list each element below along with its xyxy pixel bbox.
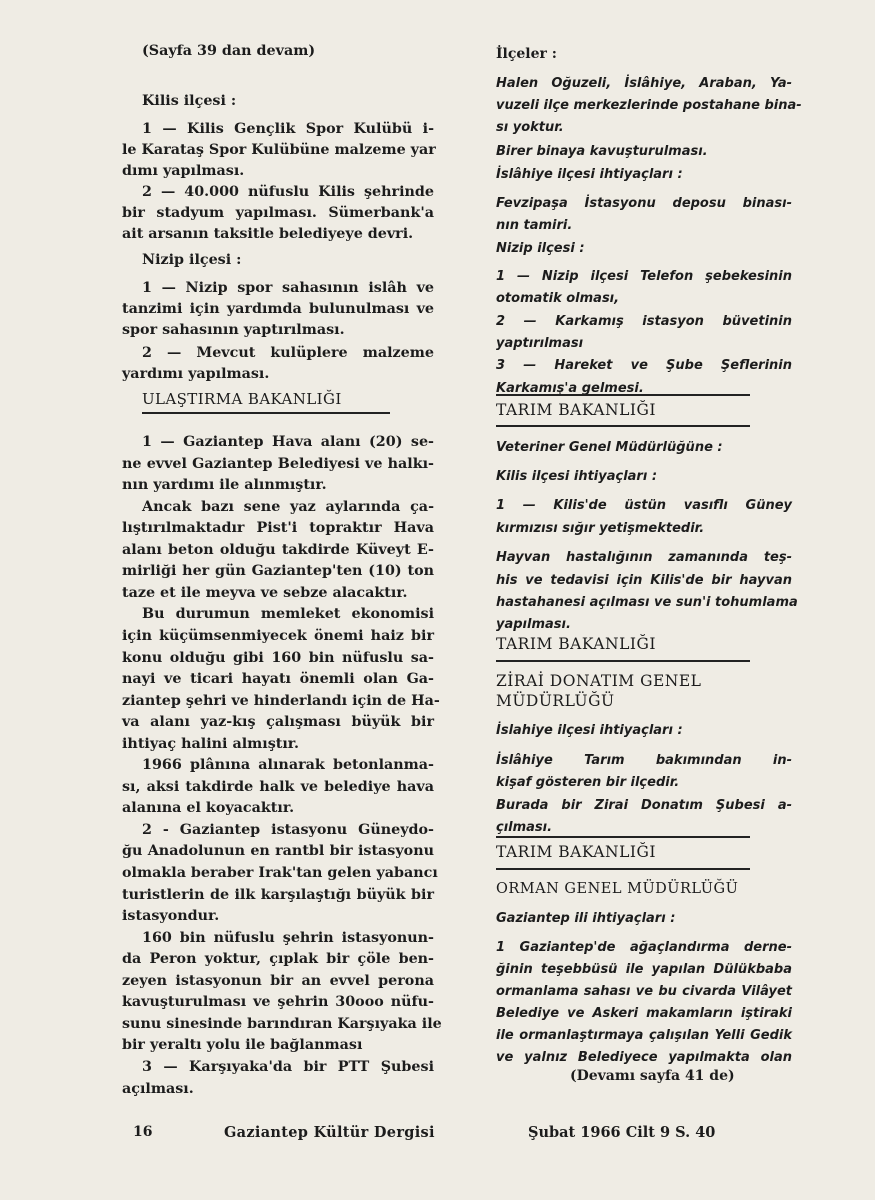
text-line: zeyen istasyonun bir an evvel perona [122, 973, 434, 989]
text-line: ait arsanın taksitle belediyeye devri. [122, 226, 414, 242]
text-line: İslahiye ilçesi ihtiyaçları : [496, 723, 683, 738]
text-line: kavuşturulması ve şehrin 30ooo nüfu- [122, 994, 434, 1010]
text-line: otomatik olması, [496, 291, 620, 306]
heading-rule [496, 394, 750, 396]
text-line: lıştırılmaktadır Pist'i topraktır Hava [122, 520, 434, 536]
zirai-heading-2: MÜDÜRLÜĞÜ [496, 692, 615, 710]
page-number: 16 [133, 1124, 153, 1140]
text-line: sı, aksi takdirde halk ve belediye hava [122, 779, 434, 795]
text-line: çılması. [496, 820, 553, 835]
continued-note: (Sayfa 39 dan devam) [142, 43, 316, 59]
text-line: bir stadyum yapılması. Sümerbank'a [122, 205, 434, 221]
text-line: dımı yapılması. [122, 163, 245, 179]
text-line: va alanı yaz-kış çalışması büyük bir [122, 714, 434, 730]
heading-rule [496, 425, 750, 427]
text-line: 1 — Gaziantep Hava alanı (20) se- [142, 434, 434, 450]
text-line: 1 Gaziantep'de ağaçlandırma derne- [496, 940, 792, 955]
text-line: vuzeli ilçe merkezlerinde postahane bina- [496, 98, 802, 113]
text-line: Bu durumun memleket ekonomisi [142, 606, 434, 622]
text-line: İslâhiye ilçesi ihtiyaçları : [496, 167, 683, 182]
text-line: tanzimi için yardımda bulunulması ve [122, 301, 434, 317]
text-line: nın yardımı ile alınmıştır. [122, 477, 327, 493]
issue-info: Şubat 1966 Cilt 9 S. 40 [528, 1124, 716, 1141]
ministry-heading: TARIM BAKANLIĞI [496, 401, 656, 419]
text-line: 1 — Nizip ilçesi Telefon şebekesinin [496, 269, 792, 284]
text-line: 2 - Gaziantep istasyonu Güneydo- [142, 822, 434, 838]
text-line: nın tamiri. [496, 218, 573, 233]
text-line: istasyondur. [122, 908, 220, 924]
heading-rule [142, 412, 390, 414]
text-line: Kilis ilçesi ihtiyaçları : [496, 469, 658, 484]
text-line: Burada bir Zirai Donatım Şubesi a- [496, 798, 792, 813]
heading-rule [496, 660, 750, 662]
text-line: 1 — Kilis Gençlik Spor Kulübü i- [142, 121, 434, 137]
text-line: için küçümsenmiyecek önemi haiz bir [122, 628, 434, 644]
text-line: 3 — Hareket ve Şube Şeflerinin [496, 358, 792, 373]
text-line: Veteriner Genel Müdürlüğüne : [496, 440, 723, 455]
text-line: taze et ile meyva ve sebze alacaktır. [122, 585, 408, 601]
text-line: da Peron yoktur, çıplak bir çöle ben- [122, 951, 434, 967]
text-line: hastahanesi açılması ve sun'i tohumlama [496, 595, 798, 610]
text-line: ve yalnız Belediyece yapılmakta olan [496, 1050, 792, 1065]
text-line: nayi ve ticari hayatı önemli olan Ga- [122, 671, 434, 687]
text-line: ne evvel Gaziantep Belediyesi ve halkı- [122, 456, 434, 472]
text-line: Fevzipaşa İstasyonu deposu binası- [496, 196, 792, 211]
text-line: spor sahasının yaptırılması. [122, 322, 345, 338]
text-line: 3 — Karşıyaka'da bir PTT Şubesi [142, 1059, 434, 1075]
text-line: bir yeraltı yolu ile bağlanması [122, 1037, 363, 1053]
text-line: ziantep şehri ve hinderlandı için de Ha- [122, 693, 440, 709]
heading-rule [496, 836, 750, 838]
text-line: turistlerin de ilk karşılaştığı büyük bir [122, 887, 434, 903]
text-line: Birer binaya kavuşturulması. [496, 144, 708, 159]
ministry-heading: TARIM BAKANLIĞI [496, 635, 656, 653]
text-line: kırmızısı sığır yetişmektedir. [496, 521, 705, 536]
kilis-heading: Kilis ilçesi : [142, 93, 237, 109]
text-line: yaptırılması [496, 336, 584, 351]
text-line: İslâhiye Tarım bakımından in- [496, 753, 792, 768]
text-line: Hayvan hastalığının zamanında teş- [496, 550, 792, 565]
text-line: mirliği her gün Gaziantep'ten (10) ton [122, 563, 434, 579]
text-line: ormanlama sahası ve bu civarda Vilâyet [496, 984, 792, 999]
text-line: olmakla beraber Irak'tan gelen yabancı [122, 865, 438, 881]
text-line: ğinin teşebbüsü ile yapılan Dülükbaba [496, 962, 792, 977]
text-line: alanına el koyacaktır. [122, 800, 295, 816]
journal-name: Gaziantep Kültür Dergisi [224, 1124, 435, 1141]
text-line: Belediye ve Askeri makamların iştiraki [496, 1006, 792, 1021]
text-line: 1 — Kilis'de üstün vasıflı Güney [496, 498, 792, 513]
text-line: 2 — 40.000 nüfuslu Kilis şehrinde [142, 184, 434, 200]
text-line: 1 — Nizip spor sahasının islâh ve [142, 280, 434, 296]
text-line: Karkamış'a gelmesi. [496, 381, 644, 396]
text-line: 160 bin nüfuslu şehrin istasyonun- [142, 930, 434, 946]
text-line: konu olduğu gibi 160 bin nüfuslu sa- [122, 650, 434, 666]
nizip-heading: Nizip ilçesi : [142, 252, 242, 268]
text-line: Halen Oğuzeli, İslâhiye, Araban, Ya- [496, 76, 792, 91]
text-line: his ve tedavisi için Kilis'de bir hayvan [496, 573, 792, 588]
text-line: yapılması. [496, 617, 571, 632]
text-line: ğu Anadolunun en rantbl bir istasyonu [122, 843, 434, 859]
ministry-heading: ULAŞTIRMA BAKANLIĞI [142, 390, 342, 408]
text-line: 2 — Mevcut kulüplere malzeme [142, 345, 434, 361]
text-line: ihtiyaç halini almıştır. [122, 736, 299, 752]
orman-heading: ORMAN GENEL MÜDÜRLÜĞÜ [496, 881, 739, 897]
text-line: ile ormanlaştırmaya çalışılan Yelli Gedik [496, 1028, 792, 1043]
text-line: sı yoktur. [496, 120, 564, 135]
continues-note: (Devamı sayfa 41 de) [570, 1068, 735, 1084]
text-line: kişaf gösteren bir ilçedir. [496, 775, 680, 790]
zirai-heading-1: ZİRAİ DONATIM GENEL [496, 672, 702, 690]
text-line: İlçeler : [496, 46, 557, 62]
text-line: 1966 plânına alınarak betonlanma- [142, 757, 434, 773]
text-line: yardımı yapılması. [122, 366, 270, 382]
text-line: 2 — Karkamış istasyon büvetinin [496, 314, 792, 329]
text-line: sunu sinesinde barındıran Karşıyaka ile [122, 1016, 442, 1032]
text-line: le Karataş Spor Kulübüne malzeme yar [122, 142, 436, 158]
text-line: alanı beton olduğu takdirde Küveyt E- [122, 542, 434, 558]
text-line: Ancak bazı sene yaz aylarında ça- [142, 499, 434, 515]
text-line: Nizip ilçesi : [496, 241, 585, 256]
text-line: açılması. [122, 1081, 194, 1097]
text-line: Gaziantep ili ihtiyaçları : [496, 911, 676, 926]
heading-rule [496, 868, 750, 870]
ministry-heading: TARIM BAKANLIĞI [496, 843, 656, 861]
